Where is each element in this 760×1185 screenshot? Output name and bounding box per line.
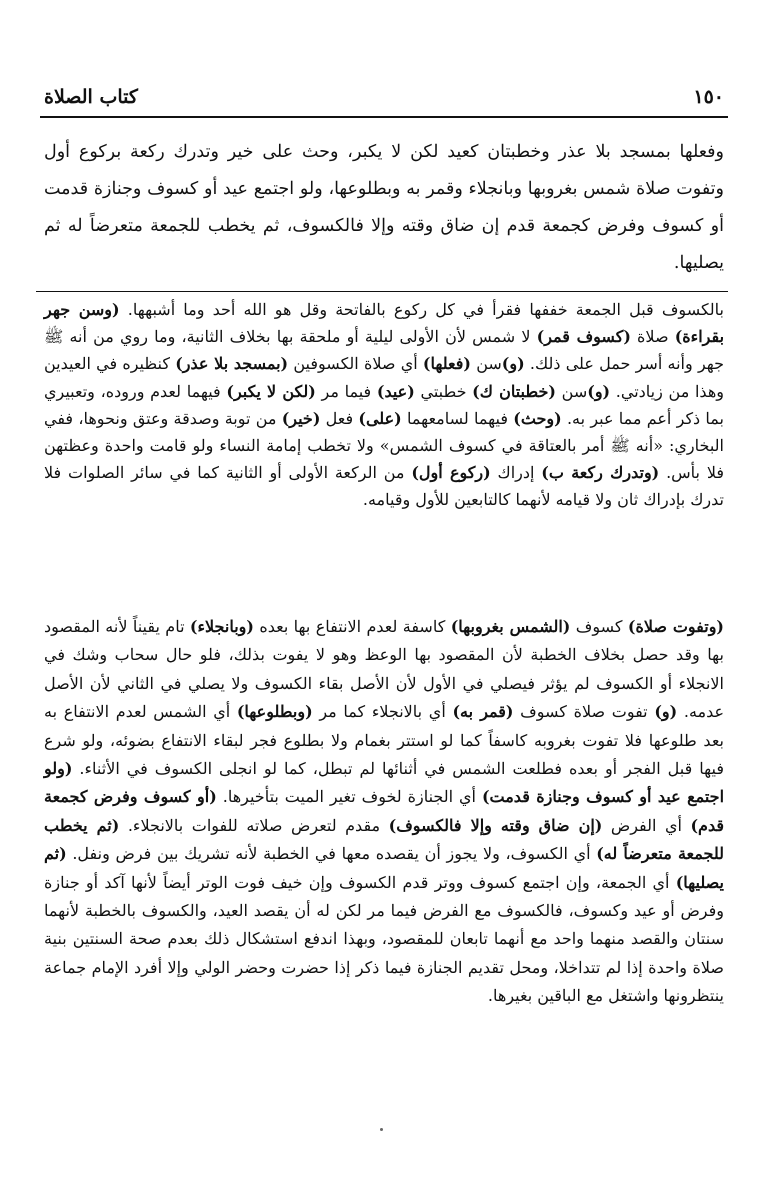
commentary-run: أي الشمس لعدم الانتفاع به بعد طلوعها فلا تفوت بغروبه كاسفاً كما لو استتر بغمام ولا بطلوع فجر لبقاء الانتفاع بضوئه، ولو شرع فيها قبل الفجر أو بعده فطلعت الشمس في أثنائها لم تبطل، كما لو انجلى الكسوف في الأثناء. bbox=[44, 702, 724, 779]
matn-quote: (فعلها) bbox=[422, 354, 471, 374]
matn-quote: (الشمس بغروبها) bbox=[450, 617, 571, 636]
commentary-run: كنظيره في العيدين وهذا من زيادتي. bbox=[44, 354, 724, 401]
matn-quote: (ولو اجتمع عيد أو كسوف وجنازة قدمت) bbox=[44, 759, 725, 807]
commentary-run: خطبتي bbox=[414, 381, 473, 401]
matn-quote: (عيد) bbox=[376, 381, 415, 401]
commentary-run: صلاة bbox=[630, 327, 675, 347]
commentary-run: أي الفرض bbox=[602, 815, 691, 835]
page-header bbox=[40, 84, 728, 118]
book-title: كتاب الصلاة bbox=[44, 86, 138, 108]
matn-quote: (وبانجلاء) bbox=[189, 617, 254, 636]
commentary-run: سن bbox=[470, 354, 502, 374]
matn-quote: (ركوع أول) bbox=[411, 463, 491, 483]
matn-quote: (ثم يصليها) bbox=[44, 844, 724, 892]
commentary-paragraph-2 bbox=[44, 613, 724, 1011]
commentary-run: من الركعة الأولى أو الثانية كما في سائر الصلوات فلا تدرك بإدراك ثان ولا قيامه لأنهما كالتابعين للأول وقيامه. bbox=[44, 463, 724, 510]
commentary-run: إدراك bbox=[490, 463, 542, 483]
commentary-run: كاسفة لعدم الانتفاع بها بعده bbox=[253, 617, 451, 636]
commentary-run: سن bbox=[555, 381, 588, 401]
matn-quote: (وتفوت صلاة) bbox=[627, 617, 724, 636]
commentary-run: فيما مر bbox=[315, 381, 377, 401]
commentary-run: تام يقيناً لأنه المقصود بها وقد حصل بخلاف الخطبة لأن المقصود بها الوعظ وهو لا يفوت بذلك، فلو حال سحاب وشك في الانجلاء أو الكسوف لم يؤثر فيصلي في الأول لأن الأصل بقاء الكسوف ولا يصلي في الثاني لأن الأصل عدمه. bbox=[44, 617, 725, 722]
commentary-run: أي بالانجلاء كما مر bbox=[312, 702, 453, 722]
commentary-run: أي الكسوف، ولا يجوز أن يقصده معها في الخطبة لأنه تشريك بين فرض ونفل. bbox=[66, 844, 597, 864]
matn-quote: (وسن جهر بقراءة) bbox=[44, 300, 725, 347]
commentary-run: كسوف bbox=[570, 617, 628, 636]
commentary-run: أي الجنازة لخوف تغير الميت بتأخيرها. bbox=[216, 787, 482, 807]
matn-quote: (و) bbox=[501, 354, 525, 374]
scan-speck bbox=[380, 1128, 383, 1131]
page-number: ١٥٠ bbox=[693, 86, 724, 108]
commentary-text bbox=[44, 613, 724, 1011]
matn-quote: (وحث) bbox=[513, 408, 562, 428]
commentary-run: تفوت صلاة كسوف bbox=[513, 702, 655, 722]
matn-quote: (و) bbox=[654, 702, 678, 722]
commentary-run: بالكسوف قبل الجمعة خففها فقرأ في كل ركوع بالفاتحة وقل هو الله أحد وما أشبهها. bbox=[119, 300, 725, 319]
matn-paragraph: وفعلها بمسجد بلا عذر وخطبتان كعيد لكن لا يكبر، وحث على خير وتدرك ركعة بركوع أول وتفوت صلاة شمس بغروبها وبانجلاء وقمر به وبطلوعها، ولو اجتمع عيد أو كسوف وجنازة قدمت أو كسوف وفرض كجمعة قدم إن ضاق وقته وإلا فالكسوف، ثم يخطب للجمعة متعرضاً له ثم يصليها. bbox=[44, 142, 724, 273]
commentary-run: لا شمس لأن الأولى ليلية أو ملحقة بها بخلاف الثانية، وما روي من أنه ﷺ جهر وأنه أسر حمل على ذلك. bbox=[44, 327, 725, 374]
matn-quote: (كسوف قمر) bbox=[536, 327, 631, 347]
commentary-run: من توبة وصدقة وعتق ونحوها، ففي البخاري: «أنه ﷺ أمر بالعتاقة في كسوف الشمس» ولا تخطب إمامة النساء ولو قامت واحدة وعظتهن فلا بأس. bbox=[44, 408, 725, 483]
matn-quote: (أو كسوف وفرض كجمعة قدم) bbox=[44, 787, 725, 835]
section-divider bbox=[36, 291, 728, 292]
matn-quote: (خطبتان ك) bbox=[472, 381, 556, 401]
matn-text bbox=[44, 134, 724, 282]
matn-quote: (وتدرك ركعة ب) bbox=[541, 463, 660, 483]
commentary-run: فعل bbox=[320, 408, 359, 428]
commentary-run: فيهما لعدم وروده، وتعبيري بما ذكر أعم مما عبر به. bbox=[44, 381, 725, 428]
commentary-text bbox=[44, 296, 724, 514]
matn-quote: (قمر به) bbox=[452, 702, 514, 722]
commentary-run: مقدم لتعرض صلاته للفوات بالانجلاء. bbox=[119, 815, 389, 835]
matn-quote: (إن ضاق وقته وإلا فالكسوف) bbox=[388, 815, 603, 835]
header-rule bbox=[40, 116, 728, 118]
matn-quote: (على) bbox=[358, 408, 402, 428]
matn-quote: (بمسجد بلا عذر) bbox=[175, 354, 289, 374]
commentary-run: فيهما لسامعهما bbox=[401, 408, 514, 428]
matn-quote: (وبطلوعها) bbox=[236, 702, 313, 722]
matn-quote: (ثم يخطب للجمعة متعرضاً له) bbox=[44, 815, 724, 864]
commentary-run: أي الجمعة، وإن اجتمع كسوف ووتر قدم الكسوف وإن خيف فوت الوتر أيضاً لأنها آكد أو جنازة وفرض أو عيد وكسوف، فالكسوف مع الفرض فيما مر لكن له أن يقصد العيد، والكسوف بالخطبة لأنهما سنتان والقصد منهما واحد مع أنهما تابعان للمقصود، وبهذا اندفع استشكال ذلك بعدم صحة السنتين بنية صلاة واحدة إذا لم تتداخلا، ومحل تقديم الجنازة فيما ذكر إذا حضرت وحضر الولي وإلا أفرد الإمام جماعة ينتظرونها واشتغل مع الباقين بغيرها. bbox=[44, 872, 724, 1006]
matn-quote: (خير) bbox=[281, 408, 321, 428]
commentary-run: أي صلاة الكسوفين bbox=[288, 354, 423, 374]
matn-quote: (لكن لا يكبر) bbox=[226, 381, 316, 401]
commentary-paragraph-1 bbox=[44, 296, 724, 514]
matn-quote: (و) bbox=[587, 381, 611, 401]
